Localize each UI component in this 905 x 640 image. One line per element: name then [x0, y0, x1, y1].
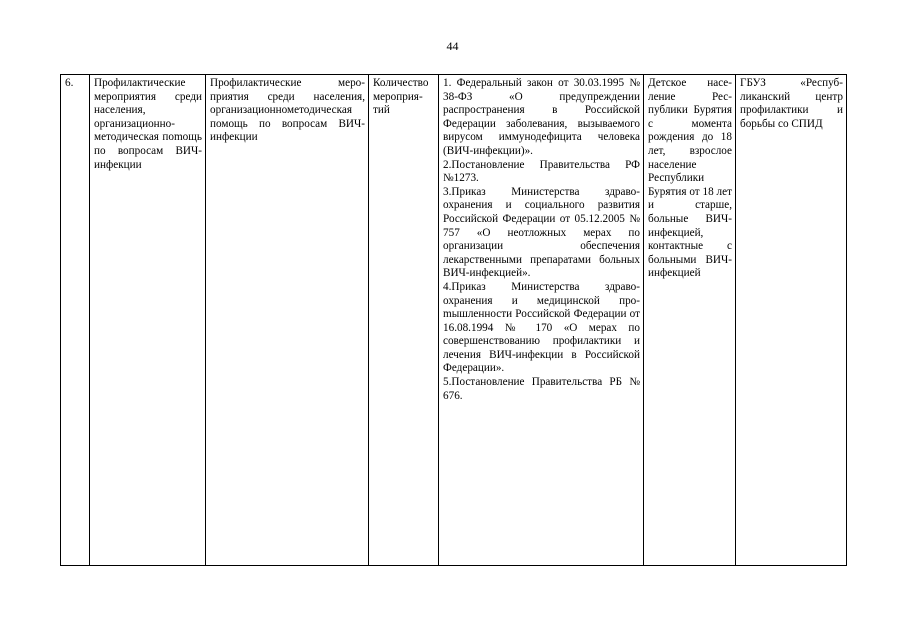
target-group: Детское население Республики Бурятия с момента рождения до 18 лет, взрослое население Республики Бурятия от 18 лет и старше, больные ВИЧ-инфекцией, контактные с больными ВИЧ-инфекцией — [644, 75, 736, 566]
executor: ГБУЗ «Республиканский центр профилактики и борьбы со СПИД — [736, 75, 847, 566]
legal-basis-item: 2.Постановление Правительства РФ №1273. — [443, 158, 640, 185]
row-number: 6. — [61, 75, 90, 566]
legal-basis-item: 4.Приказ Министерства здравоохранения и медицинской проmышленности Российской Федерации от 16.08.1994 № 170 «О мерах по совершенствованию профилактики и лечения ВИЧ-инфекции в Российской Федерации». — [443, 280, 640, 375]
activity-description: Профилактические мероприятия среди населения, организационнометодическая помощь по вопросам ВИЧ-инфекции — [206, 75, 369, 566]
legal-basis-item: 3.Приказ Министерства здравоохранения и социального развития Российской Федерации от 05.12.2005 № 757 «О неотложных мерах по организации обеспечения лекарственными препаратами больных ВИЧ-инфекцией». — [443, 185, 640, 280]
page-number: 44 — [446, 39, 459, 53]
legal-basis-item: 5.Постановление Правительства РБ № 676. — [443, 376, 640, 402]
activity-name: Профилактические мероприятия среди населения, организационнометодическая поmощь по вопросам ВИЧ-инфекции — [90, 75, 206, 566]
table-row — [61, 75, 847, 566]
program-table — [60, 74, 847, 566]
legal-basis-item: 1. Федеральный закон от 30.03.1995 № 38-ФЗ «О предупреждении распространения в Российской Федерации заболевания, вызываемого вирусом иммунодефицита человека (ВИЧ-инфекции)». — [443, 77, 640, 157]
indicator: Количество мероприятий — [369, 75, 439, 566]
legal-basis — [439, 75, 644, 566]
